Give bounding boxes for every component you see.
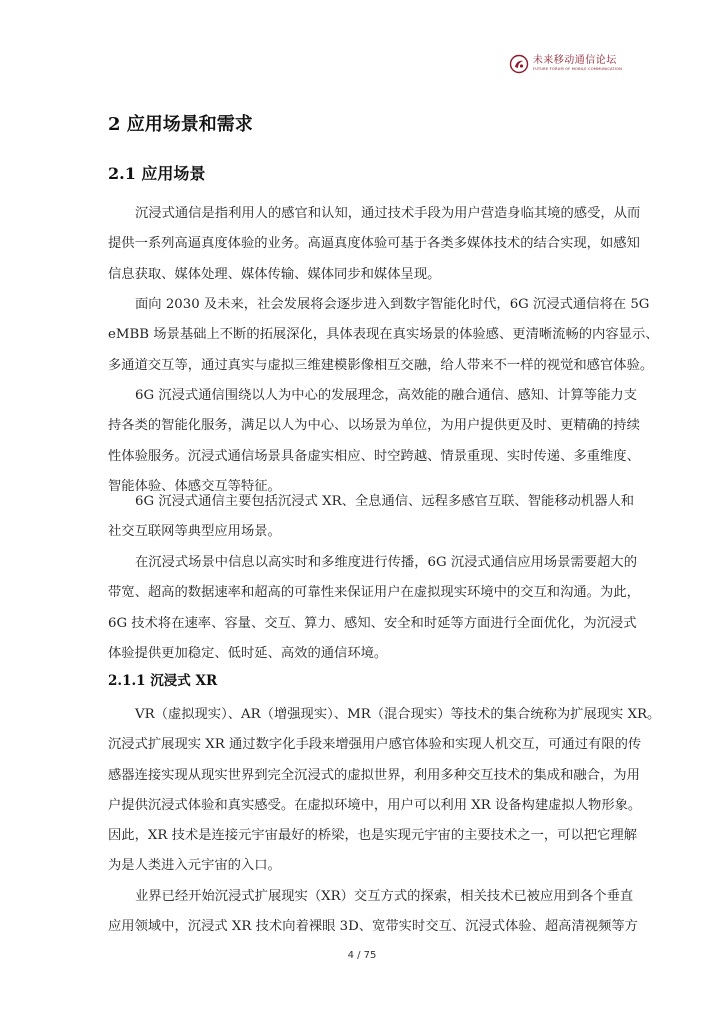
text-line: 持各类的智能化服务，满足以人为中心、以场景为单位，为用户提供更及时、更精确的持续: [108, 418, 640, 434]
paragraph: [108, 700, 661, 882]
text-line: 6G 沉浸式通信主要包括沉浸式 XR、全息通信、远程多感官互联、智能移动机器人和: [135, 494, 635, 509]
text-line: 多通道交互等，通过真实与虚拟三维建模影像相互交融，给人带来不一样的视觉和感官体验。: [108, 357, 654, 373]
text-line: 应用领域中，沉浸式 XR 技术向着裸眼 3D、宽带实时交互、沉浸式体验、超高清视频等方: [108, 919, 638, 935]
text-line: 感器连接实现从现实世界到完全沉浸式的虚拟世界，利用多种交互技术的集成和融合，为用: [108, 767, 640, 783]
text-line: 带宽、超高的数据速率和超高的可靠性来保证用户在虚拟现实环境中的交互和沟通。为此，: [108, 585, 640, 601]
text-line: 信息获取、媒体处理、媒体传输、媒体同步和媒体呈现。: [108, 266, 441, 282]
text-line: 提供一系列高逼真度体验的业务。高逼真度体验可基于各类多媒体技术的结合实现，如感知: [108, 236, 640, 252]
paragraph: [108, 381, 640, 502]
text-line: 业界已经开始沉浸式扩展现实（XR）交互方式的探索，相关技术已被应用到各个垂直: [135, 889, 634, 904]
text-line: 户提供沉浸式体验和真实感受。在虚拟环境中，用户可以利用 XR 设备构建虚拟人物形象。: [108, 797, 642, 813]
text-line: 因此，XR 技术是连接元宇宙最好的桥梁，也是实现元宇宙的主要技术之一，可以把它理解: [108, 828, 637, 844]
paragraph: [108, 882, 638, 943]
paragraph: [108, 199, 641, 290]
logo-chinese-name: 未来移动通信论坛: [532, 55, 617, 67]
text-line: eMBB 场景基础上不断的拓展深化，具体表现在真实场景的体验感、更清晰流畅的内容显示、: [108, 327, 659, 343]
paragraph: [108, 548, 640, 669]
section-heading: 2 应用场景和需求: [108, 114, 253, 135]
text-line: 为是人类进入元宇宙的入口。: [108, 858, 281, 874]
text-line: 沉浸式通信是指利用人的感官和认知，通过技术手段为用户营造身临其境的感受，从而: [135, 206, 641, 221]
page-number: 4 / 75: [347, 950, 377, 961]
subsection-heading: 2.1 应用场景: [108, 164, 206, 183]
paragraph: [108, 290, 659, 381]
text-line: 性体验服务。沉浸式通信场景具备虚实相应、时空跨越、情景重现、实时传递、多重维度、: [108, 448, 640, 464]
text-line: 6G 沉浸式通信围绕以人为中心的发展理念，高效能的融合通信、感知、计算等能力支: [135, 388, 637, 403]
text-line: 沉浸式扩展现实 XR 通过数字化手段来增强用户感官体验和实现人机交互，可通过有限的传: [108, 737, 642, 753]
logo-text: [533, 56, 622, 72]
subsubsection-heading: 2.1.1 沉浸式 XR: [108, 673, 218, 689]
text-line: 6G 技术将在速率、容量、交互、算力、感知、安全和时延等方面进行全面优化，为沉浸式: [108, 615, 637, 631]
text-line: 在沉浸式场景中信息以高实时和多维度进行传播，6G 沉浸式通信应用场景需要超大的: [135, 555, 637, 570]
text-line: 体验提供更加稳定、低时延、高效的通信环境。: [108, 645, 388, 661]
text-line: 智能体验、体感交互等特征。: [108, 478, 281, 494]
logo-english-name: FUTURE FORUM OF MOBILE COMMUNICATION: [532, 67, 622, 72]
text-line: 面向 2030 及未来，社会发展将会逐步进入到数字智能化时代，6G 沉浸式通信将在 5G: [135, 297, 650, 312]
paragraph: [108, 487, 635, 548]
header-logo: [509, 54, 622, 74]
text-line: 社交互联网等典型应用场景。: [108, 524, 281, 540]
text-line: VR（虚拟现实）、AR（增强现实）、MR（混合现实）等技术的集合统称为扩展现实 XR。: [135, 707, 661, 722]
forum-logo-icon: [509, 54, 529, 74]
